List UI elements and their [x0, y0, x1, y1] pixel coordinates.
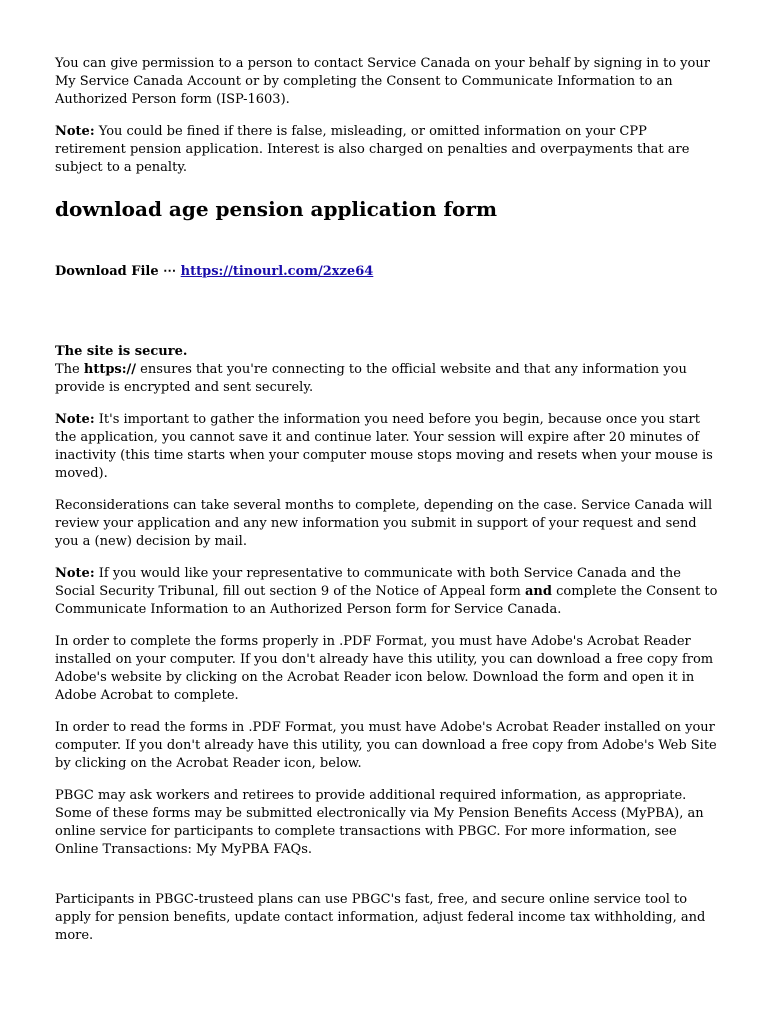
secure-title: The site is secure.	[55, 344, 188, 359]
page-heading: download age pension application form	[55, 197, 498, 221]
note-text-before: If you would like your representative to communicate with both Service Canada and the Social Security Tribunal, fill out section 9 of the Notice of Appeal form	[55, 566, 681, 599]
intro-paragraph: You can give permission to a person to contact Service Canada on your behalf by signing in to your My Service Canada Account or by completing the Consent to Communicate Information to an Authorized Person form (ISP-1603).	[55, 56, 710, 107]
pdf-complete-paragraph: In order to complete the forms properly in .PDF Format, you must have Adobe's Acrobat Reader installed on your computer. If you don't already have this utility, you can download a free copy from Adobe's website by clicking on the Acrobat Reader icon below. Download the form and open it in Adobe Acrobat to complete.	[55, 634, 714, 703]
note-label: Note:	[55, 124, 95, 139]
secure-prefix: The	[55, 362, 84, 377]
https-label: https://	[83, 362, 137, 377]
and-emphasis: and	[525, 584, 552, 599]
download-line	[55, 263, 720, 281]
secure-paragraph	[55, 361, 720, 397]
reconsiderations-paragraph: Reconsiderations can take several months to complete, depending on the case. Service Canada will review your application and any new information you submit in support of your request and send you a (new) decision by mail.	[55, 498, 713, 549]
download-label: Download File ⋯	[55, 264, 181, 279]
note-text: It's important to gather the information you need before you begin, because once you start the application, you cannot save it and continue later. Your session will expire after 20 minutes of inactivity (this time starts when your computer mouse stops moving and resets when your mouse is moved).	[55, 412, 713, 481]
note-text-after: complete the Consent to Communicate Information to an Authorized Person form for Service Canada.	[55, 584, 718, 617]
note-label: Note:	[55, 412, 95, 427]
document-page	[55, 55, 720, 945]
pdf-read-paragraph: In order to read the forms in .PDF Format, you must have Adobe's Acrobat Reader installed on your computer. If you don't already have this utility, you can download a free copy from Adobe's Web Site by clicking on the Acrobat Reader icon, below.	[55, 720, 717, 771]
note-session-paragraph	[55, 411, 720, 483]
note-text: You could be fined if there is false, misleading, or omitted information on your CPP retirement pension application. Interest is also charged on penalties and overpayments that are subject to a penalty.	[55, 124, 690, 175]
secure-text: ensures that you're connecting to the official website and that any information you provide is encrypted and sent securely.	[55, 362, 687, 395]
pbgc-participants-paragraph: Participants in PBGC-trusteed plans can use PBGC's fast, free, and secure online service tool to apply for pension benefits, update contact information, adjust federal income tax withholding, and more.	[55, 892, 706, 943]
note-fines-paragraph	[55, 123, 720, 177]
download-link[interactable]: https://tinourl.com/2xze64	[180, 264, 374, 279]
note-label: Note:	[55, 566, 95, 581]
note-representative-paragraph	[55, 565, 720, 619]
pbgc-info-paragraph: PBGC may ask workers and retirees to provide additional required information, as appropriate. Some of these forms may be submitted electronically via My Pension Benefits Access (MyPBA), an online service for participants to complete transactions with PBGC. For more information, see Online Transactions: My MyPBA FAQs.	[55, 788, 704, 857]
